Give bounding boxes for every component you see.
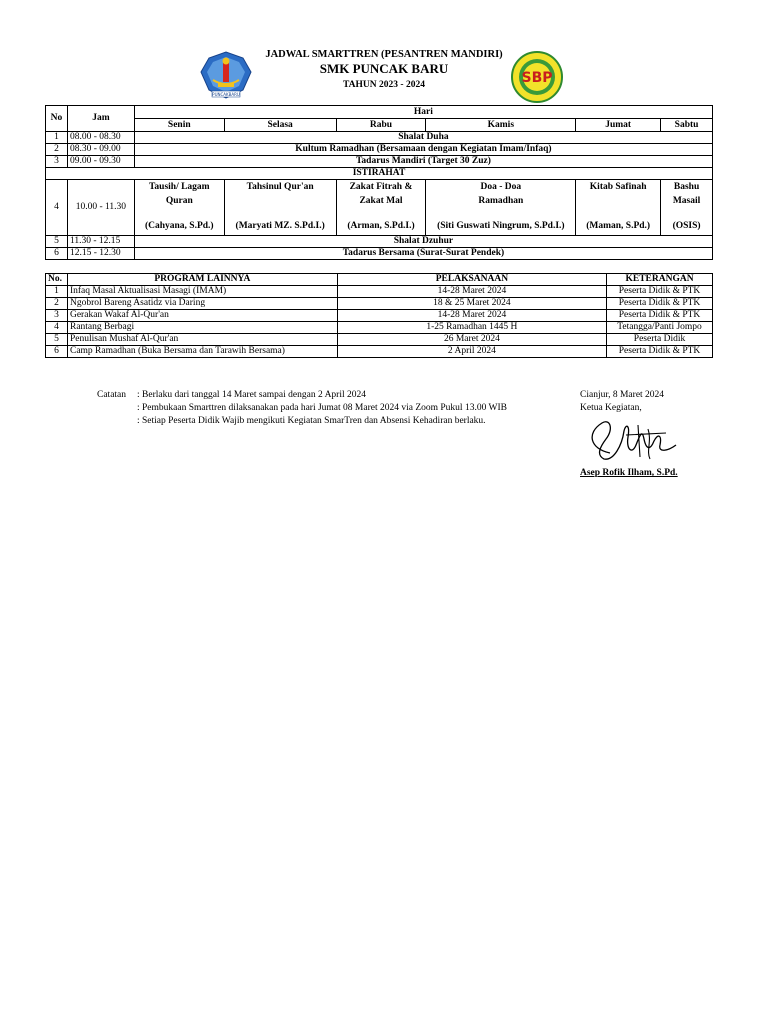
- row-activity: Kultum Ramadhan (Bersamaan dengan Kegiatan Imam/Infaq): [134, 144, 712, 156]
- session-title: Zakat Mal: [359, 196, 403, 206]
- row-no: 3: [46, 156, 68, 168]
- program-no: 6: [46, 346, 68, 358]
- row-no: 4: [46, 180, 68, 236]
- session-teacher: (Cahyana, S.Pd.): [144, 221, 214, 231]
- row-no: 5: [46, 236, 68, 248]
- program-date: 18 & 25 Maret 2024: [337, 298, 606, 310]
- program-no: 2: [46, 298, 68, 310]
- session-teacher: (Maman, S.Pd.): [586, 221, 651, 231]
- session-row: [46, 180, 713, 236]
- session-title: Masail: [672, 196, 701, 206]
- program-no: 5: [46, 334, 68, 346]
- session-title: Zakat Fitrah &: [349, 182, 413, 192]
- program-name: Rantang Berbagi: [67, 322, 337, 334]
- program-row: [46, 286, 713, 298]
- session-teacher: (Arman, S.Pd.I.): [347, 221, 415, 231]
- schedule-row: [46, 144, 713, 156]
- school-crest-logo: [199, 50, 253, 100]
- program-date: 26 Maret 2024: [337, 334, 606, 346]
- session-rabu: [336, 180, 426, 236]
- note-line: : Berlaku dari tanggal 14 Maret sampai dengan 2 April 2024: [137, 390, 366, 400]
- schedule-row: [46, 236, 713, 248]
- program-note: Peserta Didik: [607, 334, 713, 346]
- session-title: Ramadhan: [478, 196, 524, 206]
- logo-left-text: PUNCAKBARU: [212, 92, 240, 97]
- session-title: Quran: [165, 196, 193, 206]
- session-jumat: [576, 180, 661, 236]
- program-no: 1: [46, 286, 68, 298]
- program-row: [46, 310, 713, 322]
- program-no: 3: [46, 310, 68, 322]
- program-row: [46, 298, 713, 310]
- day-header-rabu: Rabu: [336, 119, 426, 132]
- session-title: [227, 194, 334, 208]
- program-name: Camp Ramadhan (Buka Bersama dan Tarawih Bersama): [67, 346, 337, 358]
- program-row: [46, 334, 713, 346]
- day-header-sabtu: Sabtu: [661, 119, 713, 132]
- school-seal-logo: [511, 51, 563, 103]
- program-header-name: PROGRAM LAINNYA: [67, 274, 337, 286]
- program-note: Peserta Didik & PTK: [607, 298, 713, 310]
- program-name: Penulisan Mushaf Al-Qur'an: [67, 334, 337, 346]
- session-title: Tausih/ Lagam: [148, 182, 210, 192]
- program-row: [46, 346, 713, 358]
- program-name: Gerakan Wakaf Al-Qur'an: [67, 310, 337, 322]
- schedule-row: [46, 248, 713, 260]
- session-title: Bashu: [673, 182, 700, 192]
- program-table: [45, 273, 713, 358]
- session-senin: [134, 180, 224, 236]
- header-title: JADWAL SMARTTREN (PESANTREN MANDIRI): [265, 49, 503, 60]
- program-name: Ngobrol Bareng Asatidz via Daring: [67, 298, 337, 310]
- session-teacher: (Maryati MZ. S.Pd.I.): [235, 221, 325, 231]
- program-date: 2 April 2024: [337, 346, 606, 358]
- row-time: 10.00 - 11.30: [67, 180, 134, 236]
- signature-place-date: Cianjur, 8 Maret 2024: [580, 390, 665, 400]
- row-time: 11.30 - 12.15: [67, 236, 134, 248]
- row-activity: Shalat Duha: [134, 132, 712, 144]
- row-time: 08.30 - 09.00: [67, 144, 134, 156]
- day-header-kamis: Kamis: [426, 119, 576, 132]
- note-line: : Pembukaan Smarttren dilaksanakan pada hari Jumat 08 Maret 2024 via Zoom Pukul 13.00 WIB: [137, 403, 507, 413]
- session-teacher: (OSIS): [672, 221, 701, 231]
- session-teacher: (Siti Guswati Ningrum, S.Pd.I.): [437, 221, 565, 231]
- logo-right-text: SBP: [521, 70, 553, 86]
- notes-label: Catatan: [97, 390, 127, 400]
- program-date: 14-28 Maret 2024: [337, 310, 606, 322]
- schedule-row: [46, 156, 713, 168]
- session-title: Tahsinul Qur'an: [246, 182, 314, 192]
- program-note: Peserta Didik & PTK: [607, 346, 713, 358]
- schedule-header-no: No: [46, 106, 68, 132]
- program-note: Peserta Didik & PTK: [607, 310, 713, 322]
- program-date: 1-25 Ramadhan 1445 H: [337, 322, 606, 334]
- schedule-header-hari: Hari: [134, 106, 712, 119]
- session-sabtu: [661, 180, 713, 236]
- program-no: 4: [46, 322, 68, 334]
- program-date: 14-28 Maret 2024: [337, 286, 606, 298]
- header-year: TAHUN 2023 - 2024: [343, 80, 425, 90]
- row-time: 09.00 - 09.30: [67, 156, 134, 168]
- program-name: Infaq Masal Aktualisasi Masagi (IMAM): [67, 286, 337, 298]
- break-row: [46, 168, 713, 180]
- handwritten-signature: [580, 415, 690, 465]
- session-title: [578, 194, 658, 208]
- program-header-date: PELAKSANAAN: [337, 274, 606, 286]
- row-time: 08.00 - 08.30: [67, 132, 134, 144]
- session-selasa: [224, 180, 336, 236]
- row-no: 6: [46, 248, 68, 260]
- row-activity: Shalat Dzuhur: [134, 236, 712, 248]
- day-header-senin: Senin: [134, 119, 224, 132]
- row-no: 2: [46, 144, 68, 156]
- program-row: [46, 322, 713, 334]
- program-header-note: KETERANGAN: [607, 274, 713, 286]
- schedule-table: [45, 105, 713, 260]
- row-time: 12.15 - 12.30: [67, 248, 134, 260]
- session-title: Doa - Doa: [480, 182, 522, 192]
- session-kamis: [426, 180, 576, 236]
- row-activity: Tadarus Mandiri (Target 30 Zuz): [134, 156, 712, 168]
- row-no: 1: [46, 132, 68, 144]
- day-header-selasa: Selasa: [224, 119, 336, 132]
- day-header-jumat: Jumat: [576, 119, 661, 132]
- program-note: Tetangga/Panti Jompo: [607, 322, 713, 334]
- program-header-no: No.: [46, 274, 68, 286]
- document-header: [0, 48, 768, 93]
- program-note: Peserta Didik & PTK: [607, 286, 713, 298]
- signature-block: [580, 389, 678, 478]
- session-title: Kitab Safinah: [589, 182, 647, 192]
- schedule-row: [46, 132, 713, 144]
- row-activity: Tadarus Bersama (Surat-Surat Pendek): [134, 248, 712, 260]
- break-label: ISTIRAHAT: [46, 168, 713, 180]
- signature-role: Ketua Kegiatan,: [580, 403, 642, 413]
- schedule-header-jam: Jam: [67, 106, 134, 132]
- header-school-name: SMK PUNCAK BARU: [319, 61, 449, 76]
- signer-name: Asep Rofik Ilham, S.Pd.: [580, 468, 678, 478]
- note-line: : Setiap Peserta Didik Wajib mengikuti Kegiatan SmarTren dan Absensi Kehadiran berlaku.: [137, 416, 486, 426]
